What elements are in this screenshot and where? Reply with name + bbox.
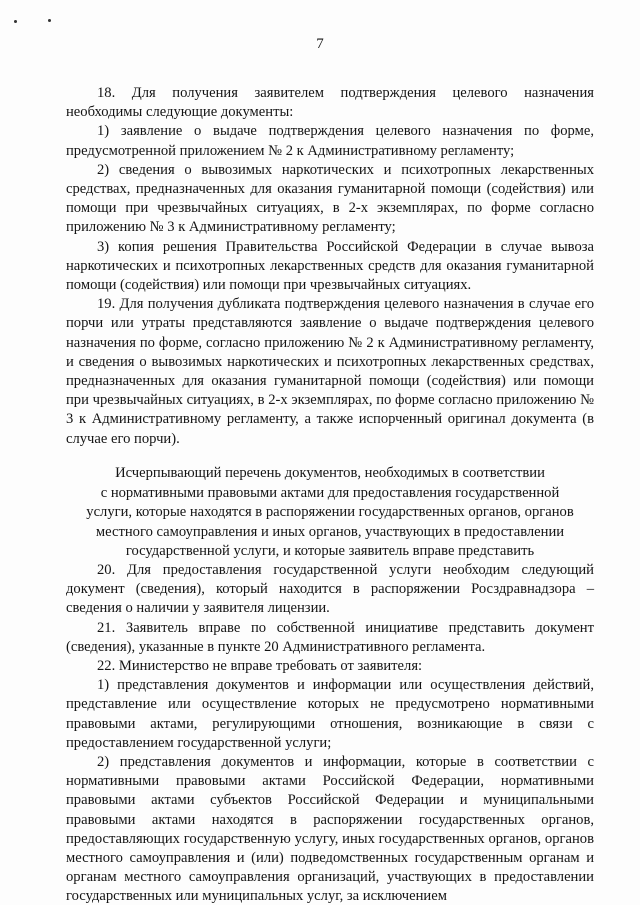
section-top bbox=[66, 84, 594, 449]
heading-line: Исчерпывающий перечень документов, необходимых в соответствии bbox=[115, 465, 545, 481]
scan-speck bbox=[14, 20, 17, 23]
paragraph-21: 21. Заявитель вправе по собственной инициативе представить документ (сведения), указанные в пункте 20 Административного регламента. bbox=[66, 619, 594, 655]
paragraph-19: 19. Для получения дубликата подтверждения целевого назначения в случае его порчи или утраты представляются заявление о выдаче подтверждения целевого назначения по форме, согласно приложению № 2 к Административному регламенту, и сведения о вывозимых наркотических и психотропных лекарственных средствах, предназначенных для оказания гуманитарной помощи (содействия) или помощи при чрезвычайных ситуациях, в 2-х экземплярах, по форме согласно приложению № 3 к Административному регламенту, а также испорченный оригинал документа (в случае его порчи). bbox=[66, 296, 594, 447]
paragraph-22-item-1: 1) представления документов и информации или осуществления действий, представление или осуществление которых не предусмотрено нормативными правовыми актами, регулирующими отношения, возникающие в связи с предоставлением государственной услуги; bbox=[66, 677, 594, 751]
heading-line: услуги, которые находятся в распоряжении государственных органов, органов bbox=[86, 504, 574, 521]
paragraph-18-item-1: 1) заявление о выдаче подтверждения целевого назначения по форме, предусмотренной приложением № 2 к Административному регламенту; bbox=[66, 123, 594, 159]
heading-line: местного самоуправления и иных органов, участвующих в предоставлении bbox=[95, 523, 565, 540]
paragraph-22-item-2: 2) представления документов и информации, которые в соответствии с нормативными правовыми актами Российской Федерации, нормативными правовыми актами субъектов Российской Федерации и муниципальными правовыми актами находятся в распоряжении государственных органов, предоставляющих государственную услугу, иных государственных органов, органов местного самоуправления и (или) подведомственных государственным органам и органам местного самоуправления организаций, участвующих в предоставлении государственных или муниципальных услуг, за исключением bbox=[66, 754, 594, 905]
heading-line: государственной услуги, и которые заявитель вправе представить bbox=[125, 543, 535, 560]
paragraph-20: 20. Для предоставления государственной услуги необходим следующий документ (сведения), который находится в распоряжении Росздравнадзора – сведения о наличии у заявителя лицензии. bbox=[66, 562, 594, 617]
heading-line: с нормативными правовыми актами для предоставления государственной bbox=[100, 484, 560, 501]
section-bottom bbox=[66, 561, 594, 907]
paragraph-18: 18. Для получения заявителем подтверждения целевого назначения необходимы следующие документы: bbox=[66, 85, 594, 121]
scan-speck bbox=[48, 19, 51, 22]
page-number: 7 bbox=[316, 36, 324, 52]
paragraph-18-item-3: 3) копия решения Правительства Российской Федерации в случае вывоза наркотических и психотропных лекарственных средств для оказания гуманитарной помощи (содействия) или помощи при чрезвычайных ситуациях. bbox=[66, 238, 594, 294]
section-heading bbox=[66, 464, 594, 562]
paragraph-22: 22. Министерство не вправе требовать от заявителя: bbox=[97, 658, 423, 675]
paragraph-18-item-2: 2) сведения о вывозимых наркотических и психотропных лекарственных средствах, предназначенных для оказания гуманитарной помощи (содействия) или помощи при чрезвычайных ситуациях, в 2-х экземплярах, по форме согласно приложению № 3 к Административному регламенту; bbox=[66, 161, 594, 236]
